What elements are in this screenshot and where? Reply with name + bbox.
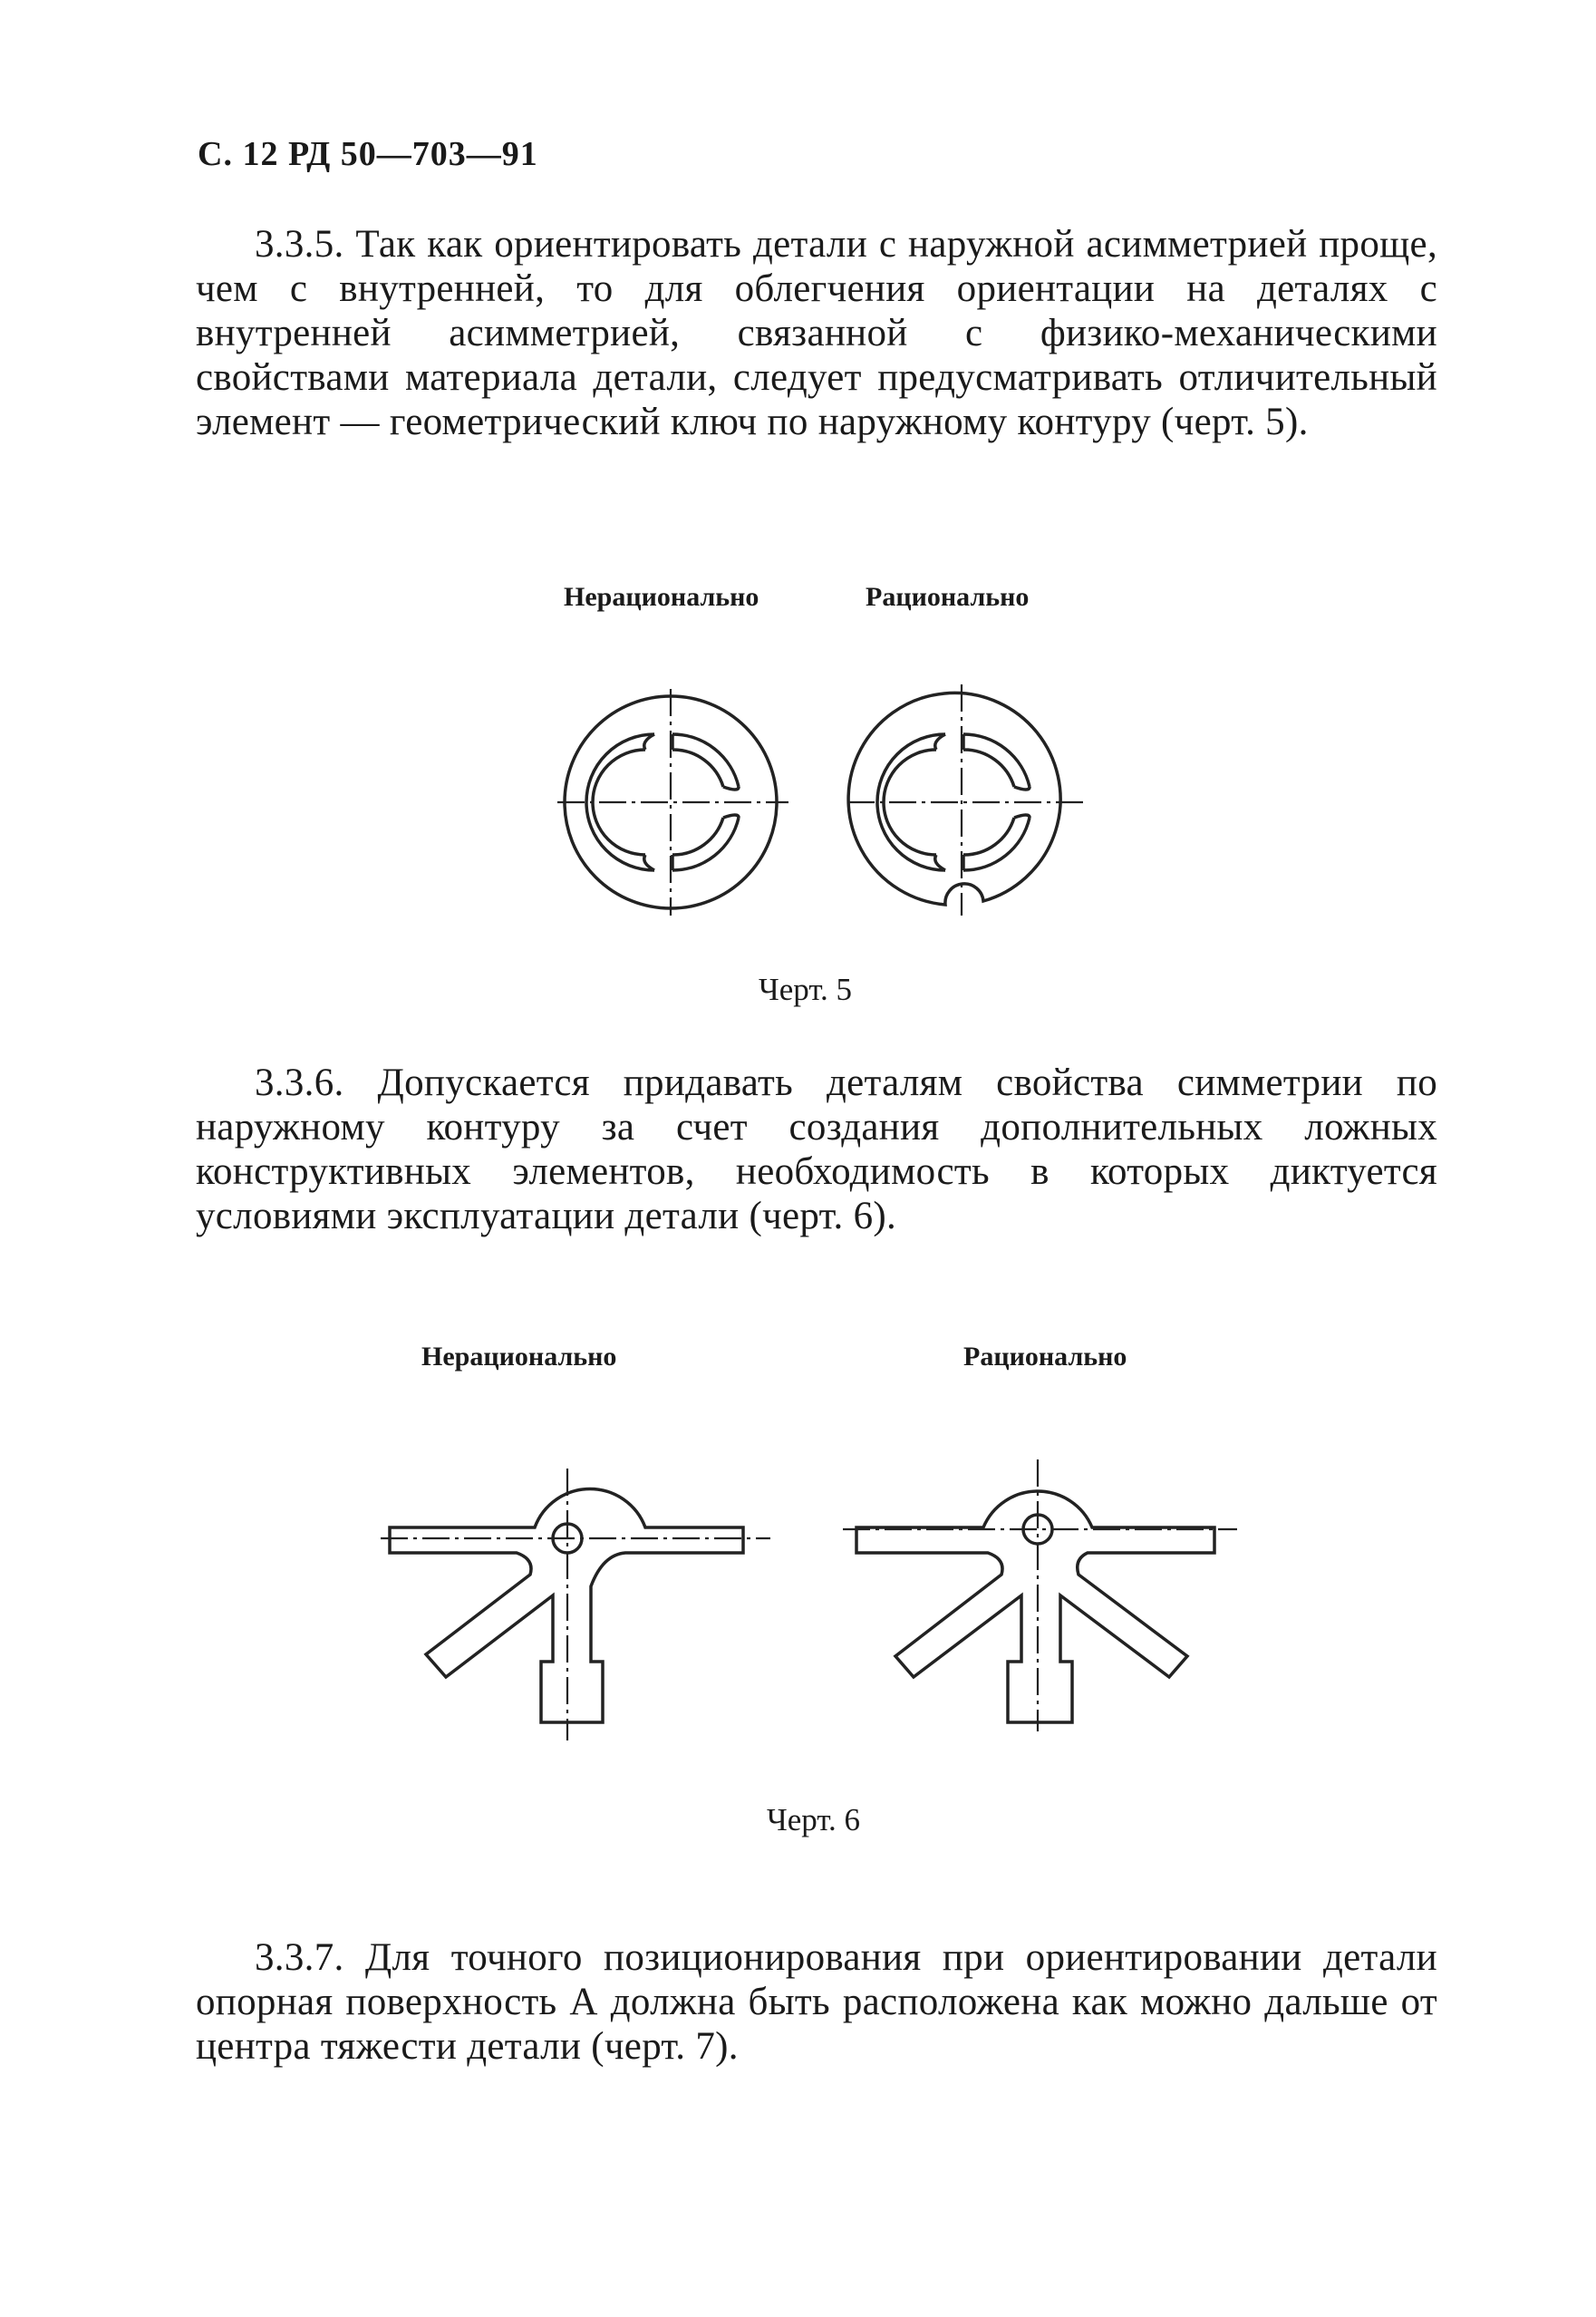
fig5-label-irrational: Нерационально	[564, 582, 759, 612]
paragraph-3-3-7: 3.3.7. Для точного позиционирования при ориентировании детали опорная поверхность А должна быть расположена как можно дальше от центра тяжести детали (черт. 7).	[196, 1936, 1437, 2068]
paragraph-3-3-6: 3.3.6. Допускается придавать деталям свойства симметрии по наружному контуру за счет создания дополнительных ложных конструктивных элементов, необходимость в которых диктуется условиями эксплуатации детали (черт. 6).	[196, 1062, 1437, 1237]
page-header: С. 12 РД 50—703—91	[198, 135, 538, 173]
fig5-label-rational: Рационально	[866, 582, 1030, 612]
paragraph-3-3-5: 3.3.5. Так как ориентировать детали с наружной асимметрией проще, чем с внутренней, то для облегчения ориентации на деталях с внутренней асимметрией, связанной с физико-механическими свойствами материала детали, следует предусматривать отличительный элемент — геометрический ключ по наружному контуру (черт. 5).	[196, 223, 1437, 443]
fig5-irrational-part	[557, 689, 788, 916]
fig5-caption: Черт. 5	[759, 972, 852, 1007]
fig6-label-rational: Рационально	[963, 1342, 1127, 1372]
fig6-caption: Черт. 6	[767, 1802, 860, 1837]
fig6-irrational-part	[381, 1469, 770, 1740]
fig6-label-irrational: Нерационально	[421, 1342, 617, 1372]
fig5-rational-part	[847, 684, 1083, 916]
fig6-rational-part	[843, 1459, 1237, 1731]
